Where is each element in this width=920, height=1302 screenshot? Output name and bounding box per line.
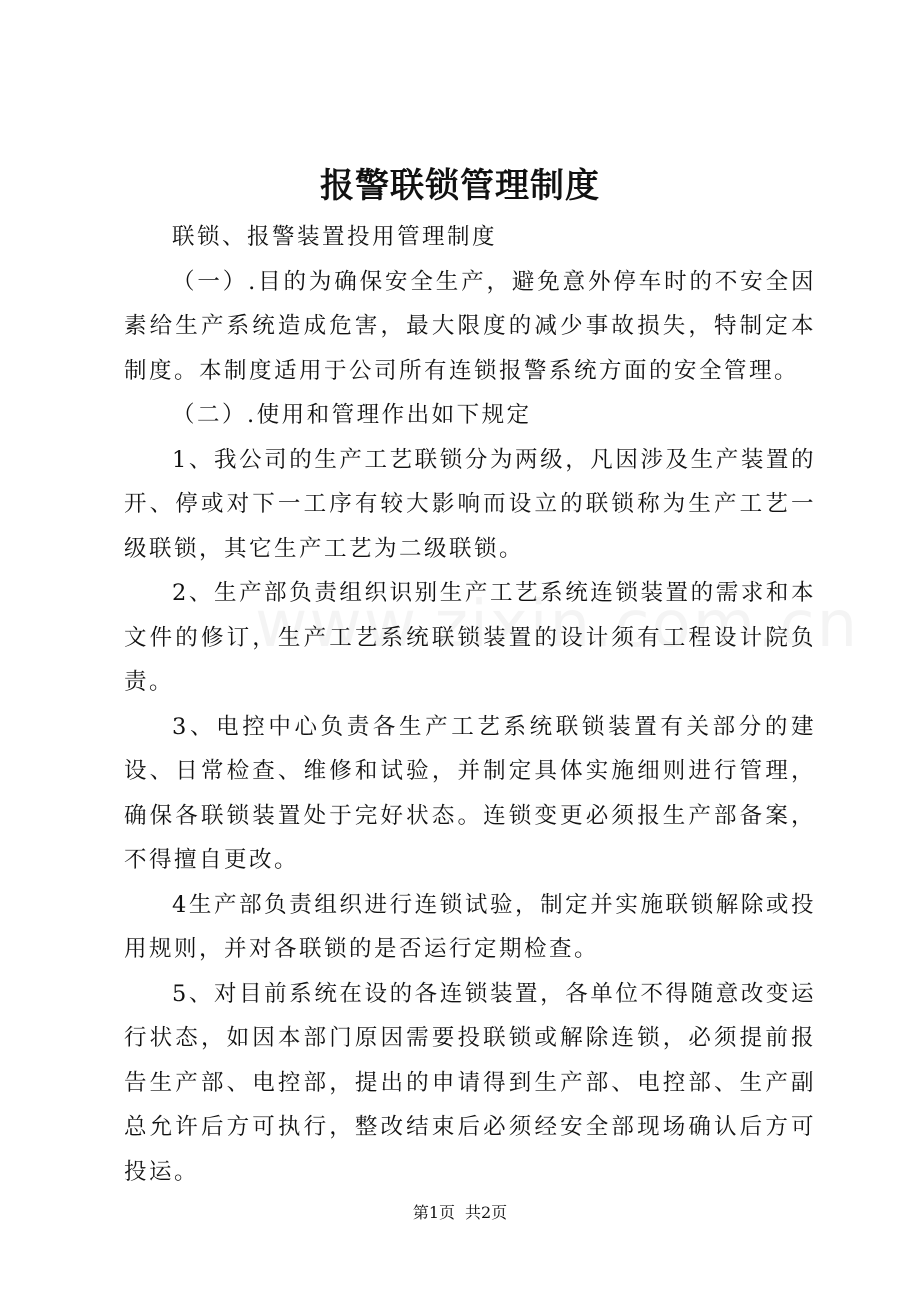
paragraph-purpose: （一）.目的为确保安全生产，避免意外停车时的不安全因素给生产系统造成危害，最大限度的减少事故损失，特制定本制度。本制度适用于公司所有连锁报警系统方面的安全管理。 [124, 268, 816, 384]
paragraph-item-1: 1、我公司的生产工艺联锁分为两级，凡因涉及生产装置的开、停或对下一工序有较大影响而设立的联锁称为生产工艺一级联锁，其它生产工艺为二级联锁。 [124, 446, 816, 562]
paragraph-item-3: 3、电控中心负责各生产工艺系统联锁装置有关部分的建设、日常检查、维修和试验，并制定具体实施细则进行管理，确保各联锁装置处于完好状态。连锁变更必须报生产部备案，不得擅自更改。 [124, 713, 816, 873]
document-body [124, 215, 816, 1194]
page-total: 共2页 [465, 1203, 508, 1222]
paragraph-item-4: 4生产部负责组织进行连锁试验，制定并实施联锁解除或投用规则，并对各联锁的是否运行定期检查。 [124, 891, 816, 962]
paragraph-item-5: 5、对目前系统在设的各连锁装置，各单位不得随意改变运行状态，如因本部门原因需要投联锁或解除连锁，必须提前报告生产部、电控部，提出的申请得到生产部、电控部、生产副总允许后方可执行，整改结束后必须经安全部现场确认后方可投运。 [124, 980, 816, 1185]
paragraph-item-2: 2、生产部负责组织识别生产工艺系统连锁装置的需求和本文件的修订，生产工艺系统联锁装置的设计须有工程设计院负责。 [124, 580, 816, 695]
page-footer [0, 1201, 920, 1225]
paragraph-heading: 联锁、报警装置投用管理制度 [172, 224, 498, 250]
document-title: 报警联锁管理制度 [320, 166, 600, 206]
paragraph-rules-heading: （二）.使用和管理作出如下规定 [172, 402, 532, 428]
page-number: 第1页 [412, 1203, 455, 1222]
